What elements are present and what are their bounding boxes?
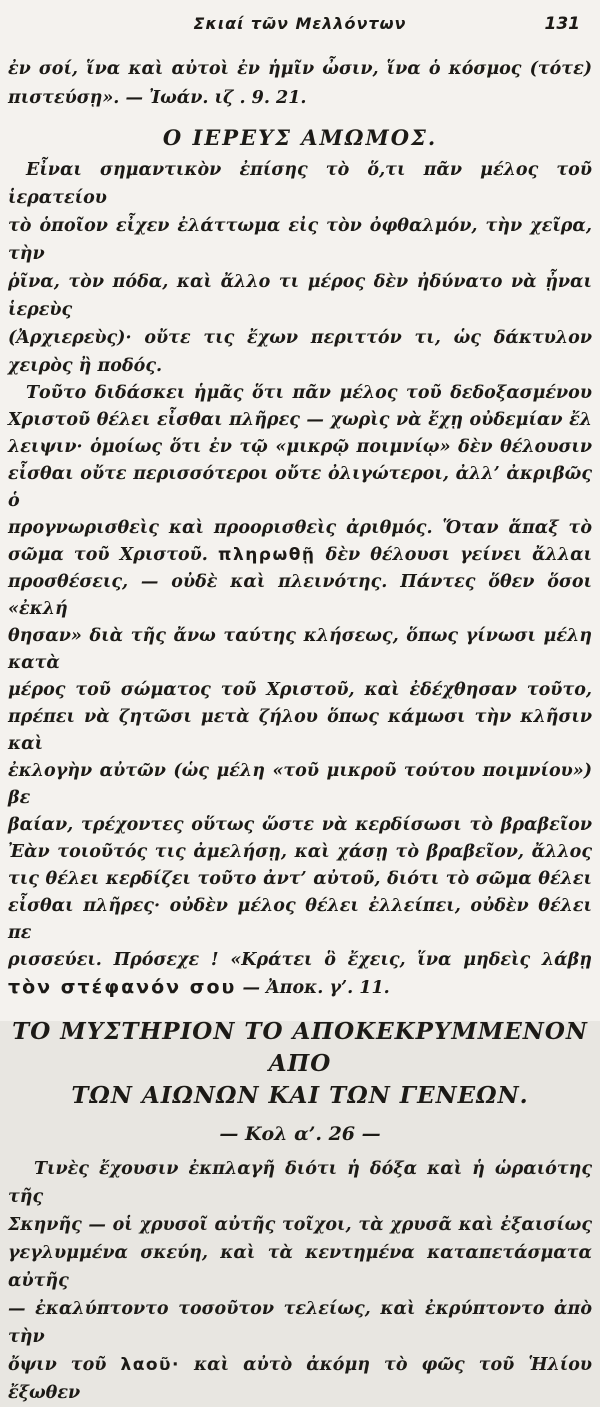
heading-line: ΤΟ ΜΥΣΤΗΡΙΟΝ ΤΟ ΑΠΟΚΕΚΡΥΜΜΕΝΟΝ ΑΠΟ xyxy=(12,1018,588,1077)
text-line: μέρος τοῦ σώματος τοῦ Χριστοῦ, καὶ ἐδέχθησαν τοῦτο, xyxy=(8,680,592,700)
text-line: προγνωρισθεὶς καὶ προορισθεὶς ἀριθμός. Ὅταν ἅπαξ τὸ xyxy=(8,518,592,538)
text-line: ῥῖνα, τὸν πόδα, καὶ ἄλλο τι μέρος δὲν ἠδύνατο νὰ ᾖναι ἱερεὺς xyxy=(8,272,592,320)
text-line: γεγλυμμένα σκεύη, καὶ τὰ κεντημένα καταπετάσματα αὐτῆς xyxy=(8,1243,592,1291)
text-line: — ἐκαλύπτοντο τοσοῦτον τελείως, καὶ ἐκρύπτοντο ἀπὸ τὴν xyxy=(8,1299,592,1347)
paragraph xyxy=(8,156,592,380)
text-line: πιστεύσῃ». — Ἰωάν. ιζ . 9. 21. xyxy=(8,88,307,108)
text-line: λειψιν· ὁμοίως ὅτι ἐν τῷ «μικρῷ ποιμνίῳ» δὲν θέλουσιν xyxy=(8,437,592,457)
text-segment: καὶ αὐτὸ ἀκόμη τὸ φῶς τοῦ Ἡλίου ἔξωθεν xyxy=(8,1355,593,1403)
text-segment: ὄψιν τοῦ xyxy=(8,1355,107,1375)
scripture-reference: — Κολ α’. 26 — xyxy=(219,1123,381,1145)
text-line: τὸ ὁποῖον εἶχεν ἐλάττωμα εἰς τὸν ὀφθαλμόν, τὴν χεῖρα, τὴν xyxy=(8,216,592,264)
section-heading-mystery xyxy=(8,1016,592,1112)
text-line: εἶσθαι πλῆρες· οὐδὲν μέλος θέλει ἐλλείπει, οὐδὲν θέλει πε xyxy=(8,896,592,943)
text-line: Σκηνῆς — οἱ χρυσοῖ αὐτῆς τοῖχοι, τὰ χρυσᾶ καὶ ἐξαισίως xyxy=(8,1215,592,1235)
paragraph xyxy=(8,1155,592,1407)
page-number: 131 xyxy=(544,14,580,34)
text-line: Εἶναι σημαντικὸν ἐπίσης τὸ ὅ,τι πᾶν μέλος τοῦ ἱερατείου xyxy=(8,160,592,208)
page-header xyxy=(8,14,592,40)
intro-paragraph xyxy=(8,55,592,113)
text-line: χειρὸς ἢ ποδός. xyxy=(8,356,163,376)
text-line: ρισσεύει. Πρόσεχε ! «Κράτει ὃ ἔχεις, ἵνα μηδεὶς λάβῃ xyxy=(8,950,592,970)
text-line: εἶσθαι οὔτε περισσότεροι οὔτε ὀλιγώτεροι, ἀλλ’ ἀκριβῶς ὁ xyxy=(8,464,592,511)
paragraph xyxy=(8,380,592,1002)
emphasized-term: τὸν στέφανόν σου xyxy=(8,976,237,998)
text-segment: δὲν θέλουσι γείνει ἄλλαι xyxy=(325,545,593,565)
text-line xyxy=(8,1351,592,1407)
emphasized-term: πληρωθῇ xyxy=(218,545,316,565)
text-line xyxy=(8,542,592,569)
text-line: ἐκλογὴν αὐτῶν (ὡς μέλη «τοῦ μικροῦ τούτου ποιμνίου») βε xyxy=(8,761,592,808)
text-line: βαίαν, τρέχοντες οὕτως ὥστε νὰ κερδίσωσι τὸ βραβεῖον xyxy=(8,815,592,835)
text-line: Τινὲς ἔχουσιν ἐκπλαγῆ διότι ἡ δόξα καὶ ἡ ὡραιότης τῆς xyxy=(8,1159,592,1207)
text-segment: σῶμα τοῦ Χριστοῦ. xyxy=(8,545,208,565)
text-line: Ἐὰν τοιοῦτός τις ἀμελήσῃ, καὶ χάσῃ τὸ βραβεῖον, ἄλλος xyxy=(8,842,592,862)
text-line: θησαν» διὰ τῆς ἄνω ταύτης κλήσεως, ὅπως γίνωσι μέλη κατὰ xyxy=(8,626,592,673)
section-heading-priest: Ο ΙΕΡΕΥΣ ΑΜΩΜΟΣ. xyxy=(162,125,438,150)
emphasized-term: λαοῦ· xyxy=(120,1355,180,1375)
text-line: Τοῦτο διδάσκει ἡμᾶς ὅτι πᾶν μέλος τοῦ δεδοξασμένου xyxy=(26,383,592,403)
text-line: (Ἀρχιερεὺς)· οὔτε τις ἔχων περιττόν τι, ὡς δάκτυλον xyxy=(8,328,592,348)
running-title: Σκιαί τῶν Μελλόντων xyxy=(193,14,407,33)
text-line xyxy=(8,974,592,1002)
text-line: προσθέσεις, — οὐδὲ καὶ πλεινότης. Πάντες ὅθεν ὅσοι «ἐκλή xyxy=(8,572,592,619)
text-line: ἐν σοί, ἵνα καὶ αὐτοὶ ἐν ἡμῖν ὦσιν, ἵνα ὁ κόσμος (τότε) xyxy=(8,59,592,79)
text-line: πρέπει νὰ ζητῶσι μετὰ ζήλου ὅπως κάμωσι τὴν κλῆσιν καὶ xyxy=(8,707,592,754)
heading-line: ΤΩΝ ΑΙΩΝΩΝ ΚΑΙ ΤΩΝ ΓΕΝΕΩΝ. xyxy=(71,1082,529,1109)
text-line: Χριστοῦ θέλει εἶσθαι πλῆρες — χωρὶς νὰ ἔχῃ οὐδεμίαν ἔλ xyxy=(8,410,592,430)
scripture-reference: — Ἀποκ. γ’. 11. xyxy=(242,978,390,998)
text-line: τις θέλει κερδίζει τοῦτο ἀντ’ αὐτοῦ, διότι τὸ σῶμα θέλει xyxy=(8,869,592,889)
